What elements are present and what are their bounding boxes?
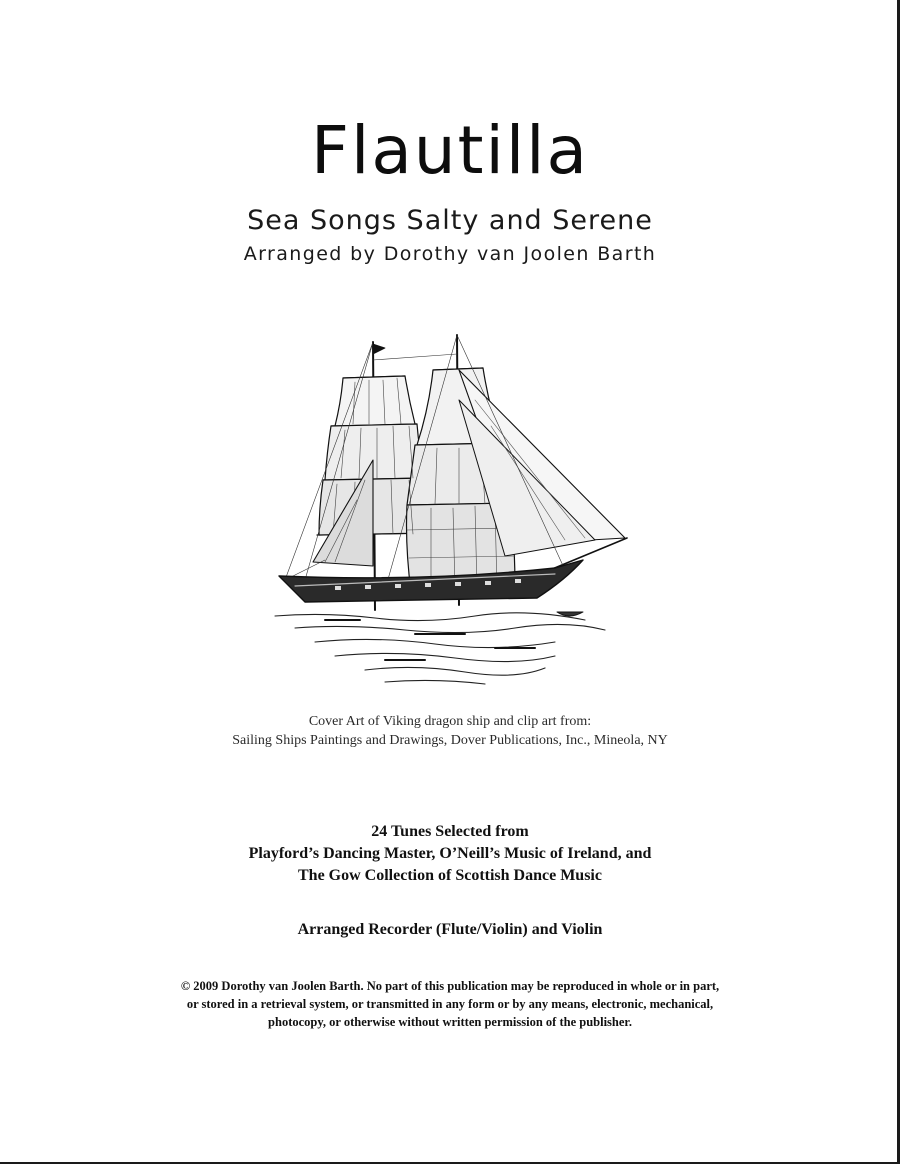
tunes-line: Playford’s Dancing Master, O’Neill’s Music of Ireland, and <box>248 845 652 862</box>
tunes-line: 24 Tunes Selected from <box>371 823 529 840</box>
sailing-ship-icon <box>265 330 635 700</box>
cover-subtitle: Sea Songs Salty and Serene <box>247 205 653 236</box>
tunes-description <box>0 821 900 887</box>
copyright-notice <box>0 977 900 1031</box>
copyright-line: © 2009 Dorothy van Joolen Barth. No part of this publication may be reproduced in whole or in part, <box>180 979 720 993</box>
instrumentation-note: Arranged Recorder (Flute/Violin) and Violin <box>297 921 603 938</box>
art-credit-line: Sailing Ships Paintings and Drawings, Dover Publications, Inc., Mineola, NY <box>232 733 668 748</box>
copyright-line: or stored in a retrieval system, or transmitted in any form or by any means, electronic, mechanical, <box>186 997 714 1011</box>
art-credit-line: Cover Art of Viking dragon ship and clip art from: <box>308 714 592 729</box>
art-credit <box>0 712 900 750</box>
cover-title: Flautilla <box>311 112 589 189</box>
cover-arranger: Arranged by Dorothy van Joolen Barth <box>243 243 657 265</box>
copyright-line: photocopy, or otherwise without written permission of the publisher. <box>268 1015 632 1029</box>
tunes-line: The Gow Collection of Scottish Dance Music <box>298 867 602 884</box>
